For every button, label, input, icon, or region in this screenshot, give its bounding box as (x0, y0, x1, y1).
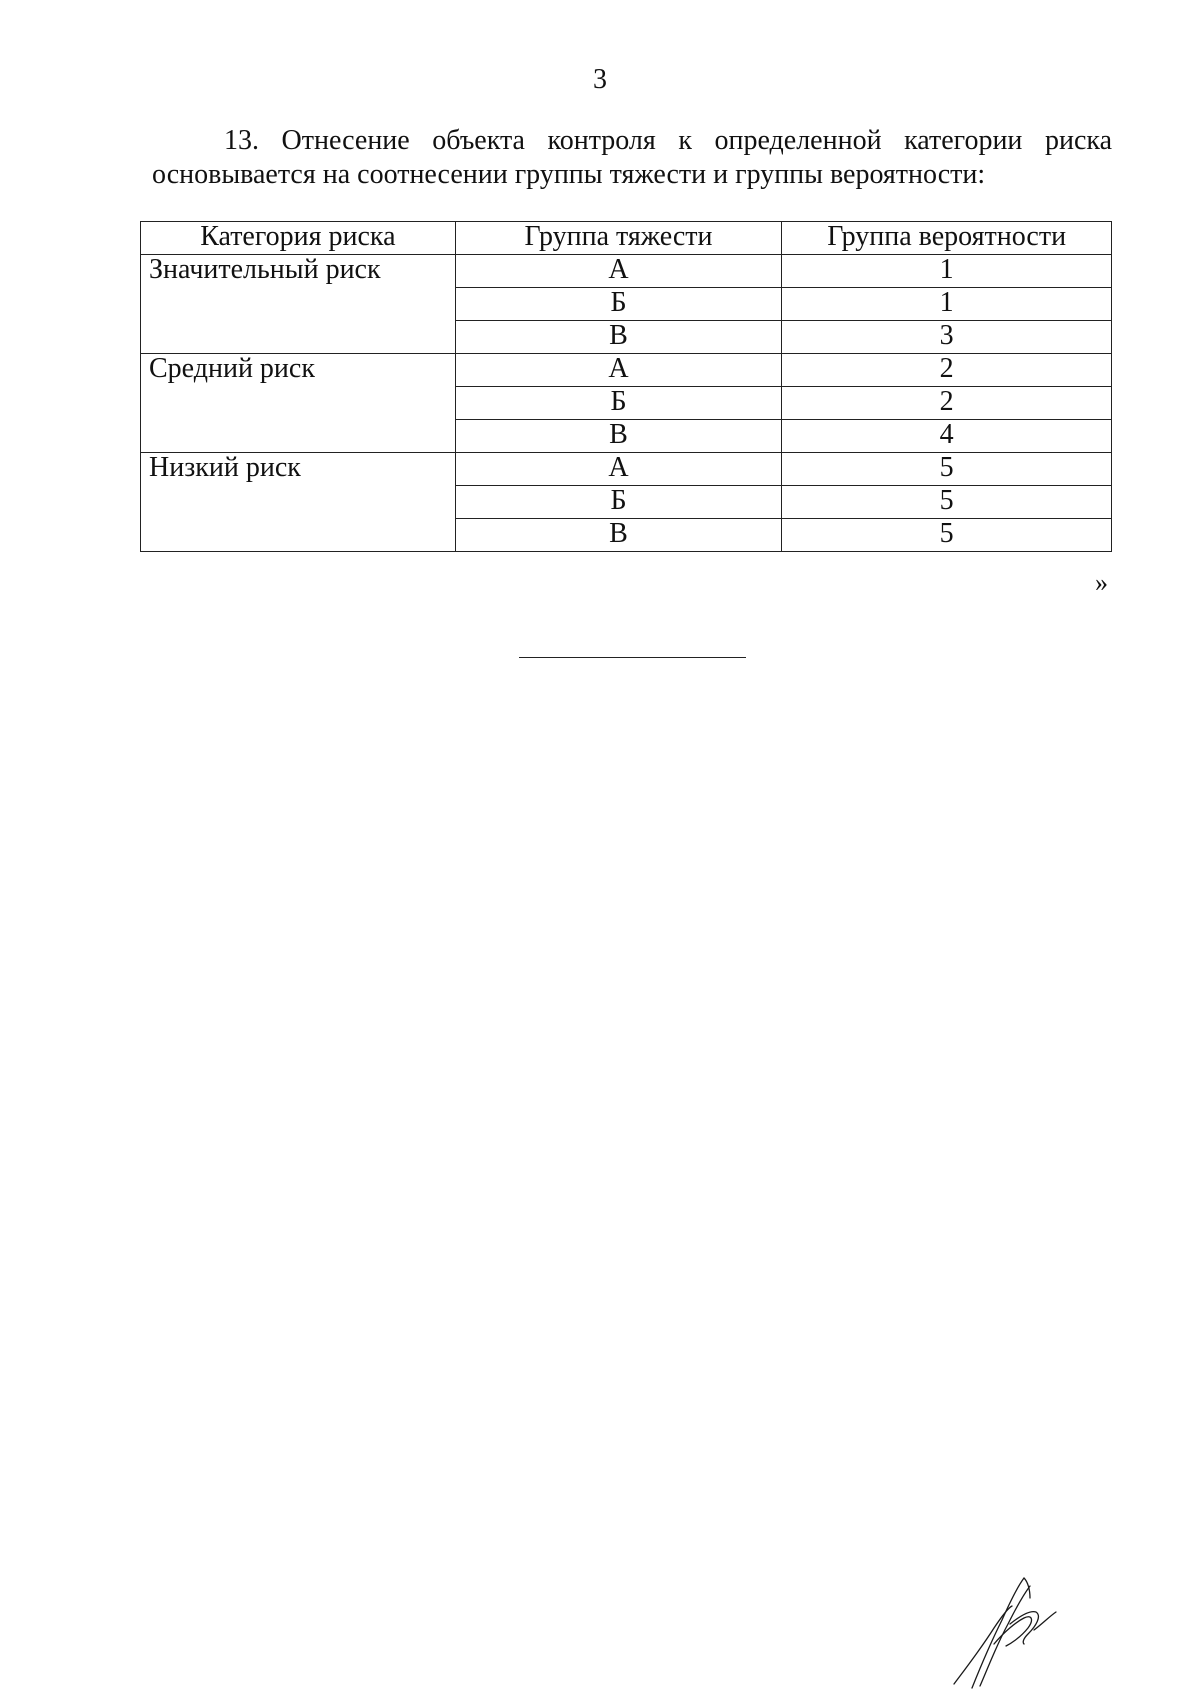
severity-cell: Б (455, 288, 782, 321)
severity-cell: В (455, 519, 782, 552)
probability-cell: 1 (782, 288, 1112, 321)
probability-cell: 2 (782, 354, 1112, 387)
table-row (141, 255, 1112, 288)
severity-cell: А (455, 255, 782, 288)
table-row (141, 354, 1112, 387)
risk-category-table (140, 221, 1112, 552)
severity-cell: В (455, 321, 782, 354)
category-cell: Низкий риск (141, 453, 456, 552)
handwritten-signature (950, 1572, 1070, 1690)
paragraph-13 (152, 124, 1112, 192)
header-severity-group: Группа тяжести (455, 222, 782, 255)
probability-cell: 5 (782, 453, 1112, 486)
paragraph-line-1: 13. Отнесение объекта контроля к определенной категории риска (224, 125, 1112, 156)
category-cell: Значительный риск (141, 255, 456, 354)
probability-cell: 5 (782, 486, 1112, 519)
severity-cell: Б (455, 486, 782, 519)
table-row (141, 453, 1112, 486)
severity-cell: А (455, 354, 782, 387)
probability-cell: 3 (782, 321, 1112, 354)
page-number: 3 (593, 64, 607, 95)
severity-cell: А (455, 453, 782, 486)
probability-cell: 5 (782, 519, 1112, 552)
closing-quote: » (1095, 568, 1108, 597)
separator-line (519, 657, 746, 658)
category-cell: Средний риск (141, 354, 456, 453)
paragraph-line-2: основывается на соотнесении группы тяжести и группы вероятности: (152, 159, 986, 190)
probability-cell: 2 (782, 387, 1112, 420)
probability-cell: 4 (782, 420, 1112, 453)
header-risk-category: Категория риска (141, 222, 456, 255)
severity-cell: В (455, 420, 782, 453)
probability-cell: 1 (782, 255, 1112, 288)
table-header-row (141, 222, 1112, 255)
severity-cell: Б (455, 387, 782, 420)
header-probability-group: Группа вероятности (782, 222, 1112, 255)
